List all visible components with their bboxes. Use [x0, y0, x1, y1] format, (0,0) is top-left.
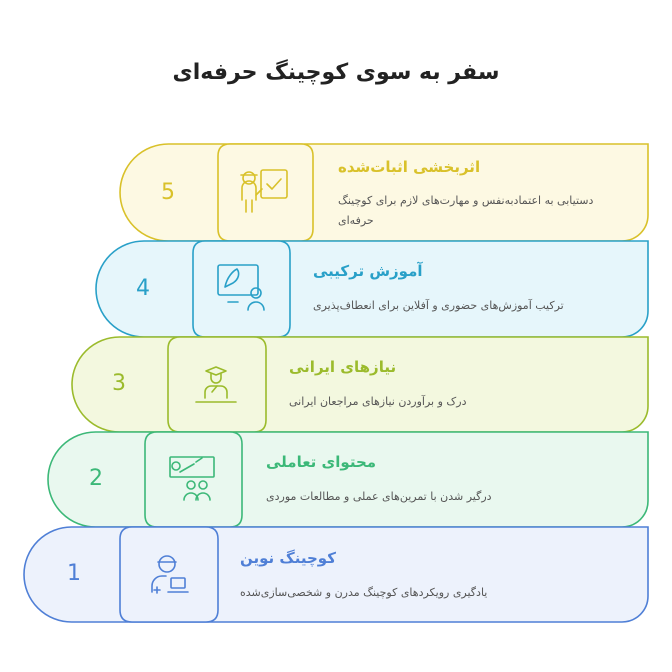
step-number-5: 5: [161, 180, 175, 205]
step-number-1: 1: [67, 561, 81, 586]
step-heading-3: نیازهای ایرانی: [289, 358, 397, 376]
step-heading-5: اثربخشی اثبات‌شده: [338, 158, 481, 176]
icon-box-3: [168, 337, 266, 432]
icon-box-2: [145, 432, 242, 527]
step-description-3: درک و برآوردن نیازهای مراجعان ایرانی: [289, 395, 467, 408]
step-band-1: [24, 527, 648, 622]
step-description-2: درگیر شدن با تمرین‌های عملی و مطالعات موردی: [266, 490, 492, 503]
step-number-4: 4: [136, 276, 150, 301]
step-number-3: 3: [112, 371, 126, 396]
step-description-1: یادگیری رویکردهای کوچینگ مدرن و شخصی‌سازی‌شده: [240, 586, 488, 599]
icon-box-5: [218, 144, 313, 241]
step-band-4: [96, 241, 648, 337]
step-description-5: دستیابی به اعتمادبه‌نفس و مهارت‌های لازم برای کوچینگ حرفه‌ای: [338, 194, 594, 227]
step-band-3: [72, 337, 648, 432]
step-description-4: ترکیب آموزش‌های حضوری و آفلاین برای انعطاف‌پذیری: [313, 299, 564, 312]
step-heading-1: کوچینگ نوین: [240, 549, 336, 567]
step-heading-2: محتوای تعاملی: [266, 453, 377, 471]
icon-box-1: [120, 527, 218, 622]
step-band-2: [48, 432, 648, 527]
step-number-2: 2: [89, 466, 103, 491]
icon-box-4: [193, 241, 290, 337]
diagram-title: سفر به سوی کوچینگ حرفه‌ای: [172, 60, 500, 85]
step-heading-4: آموزش ترکیبی: [313, 262, 423, 280]
